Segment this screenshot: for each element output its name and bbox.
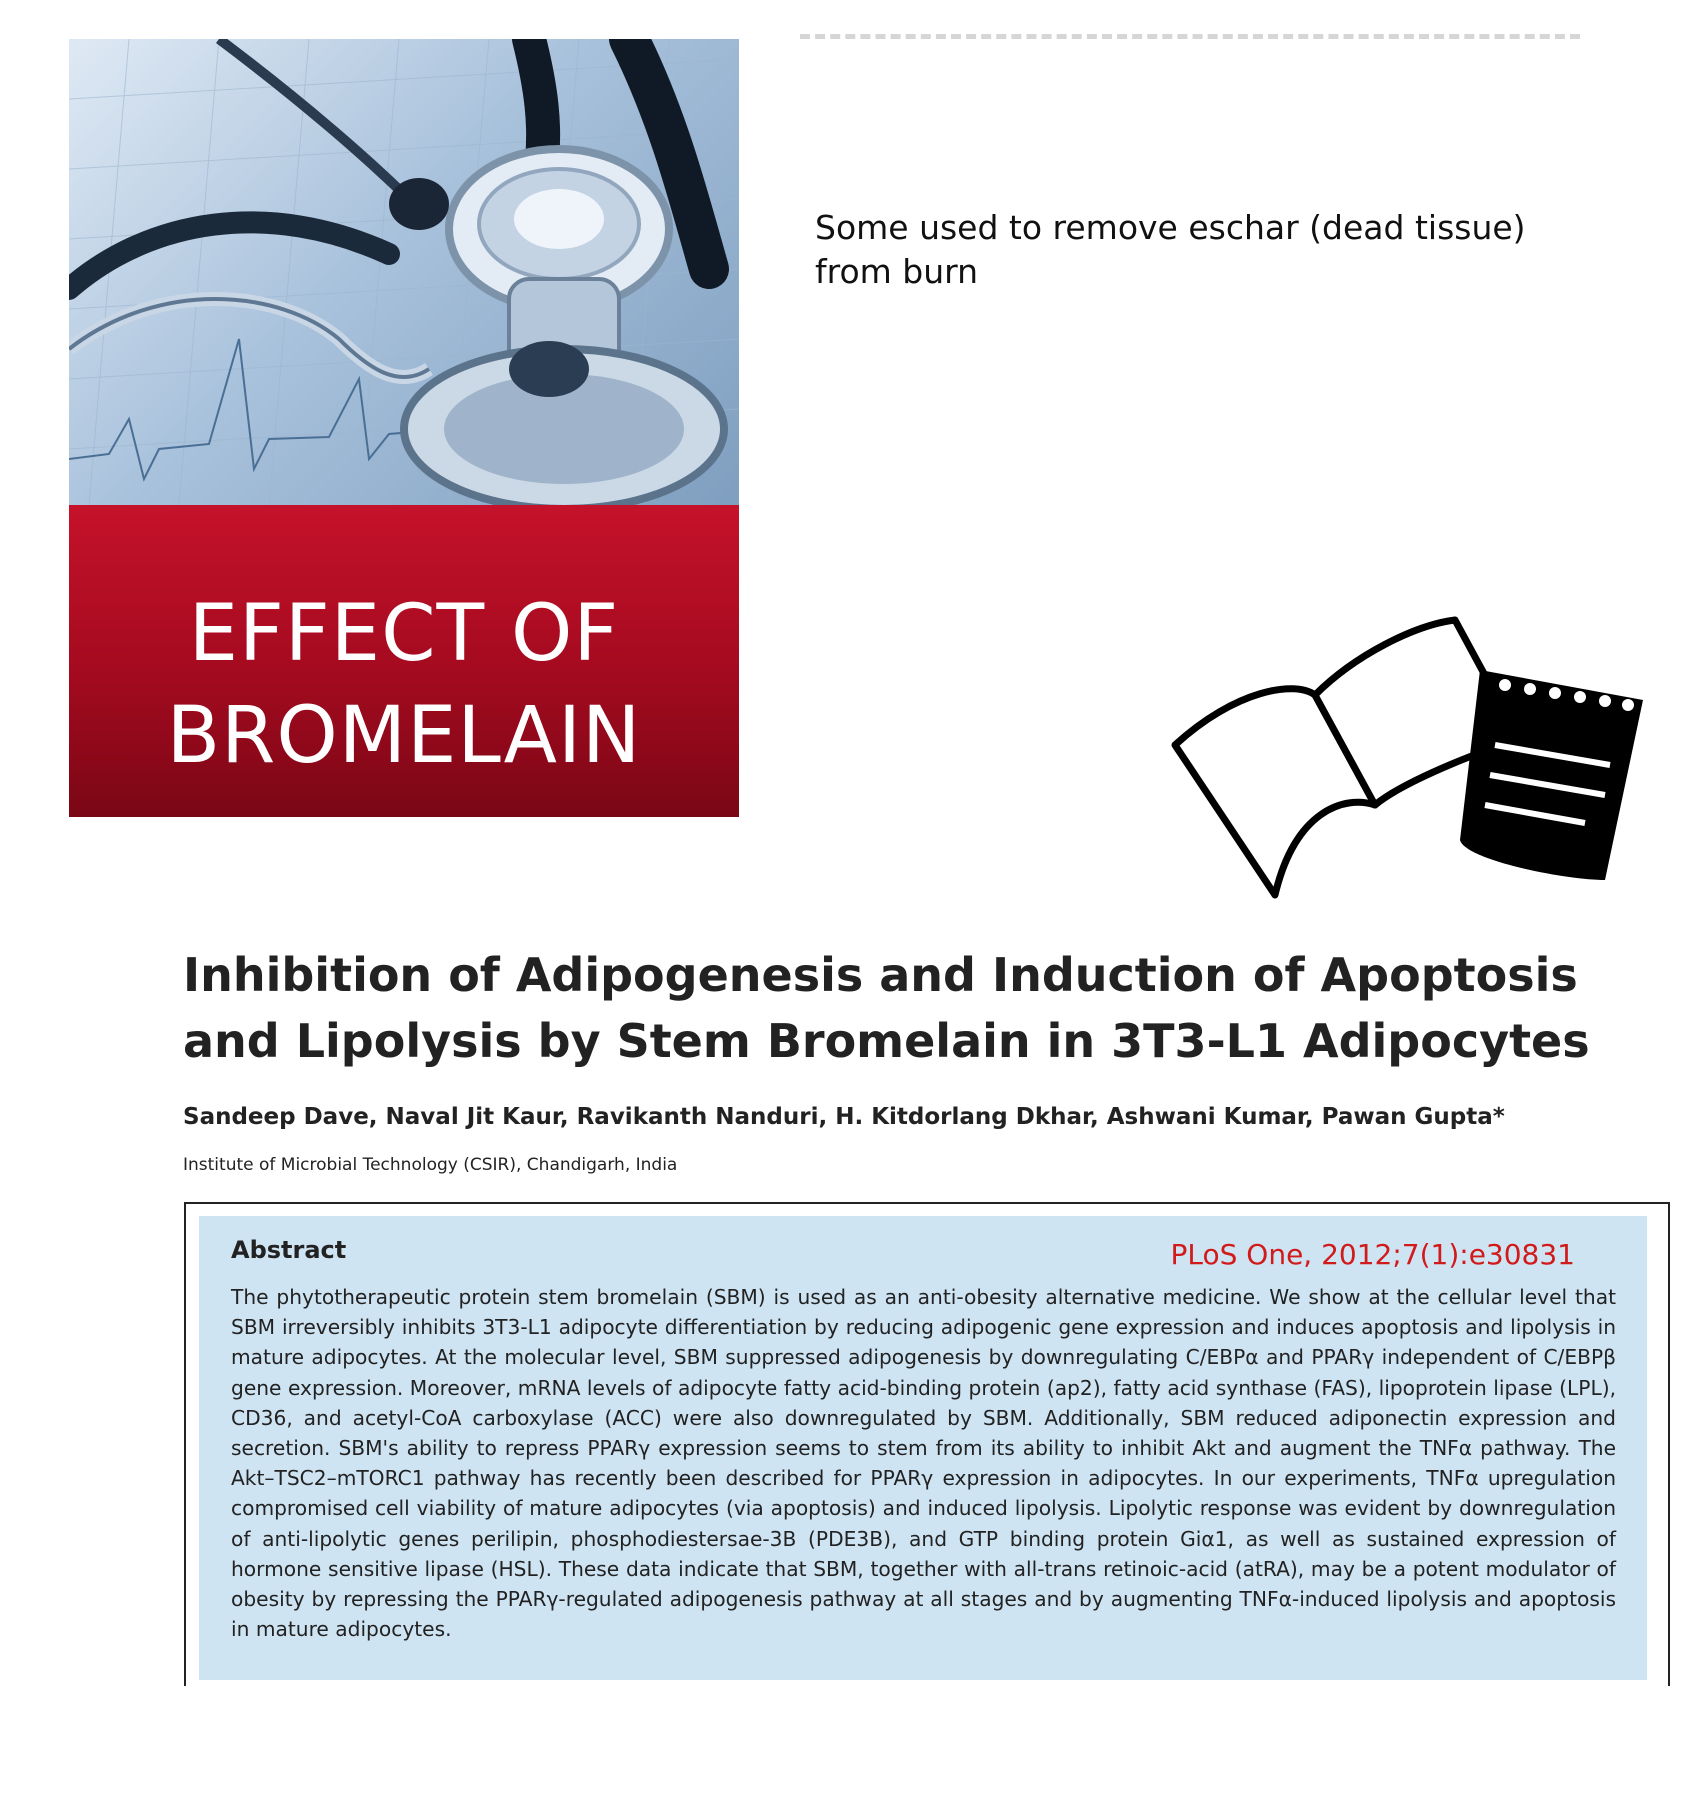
open-book-notepad-icon: [1165, 610, 1655, 900]
paper-authors: Sandeep Dave, Naval Jit Kaur, Ravikanth Nanduri, H. Kitdorlang Dkhar, Ashwani Kumar, Pawan Gupta*: [183, 1104, 1505, 1130]
paper-affiliation: Institute of Microbial Technology (CSIR), Chandigarh, India: [183, 1155, 678, 1175]
abstract-text: The phytotherapeutic protein stem bromelain (SBM) is used as an anti-obesity alternative medicine. We show at the cellular level that SBM irreversibly inhibits 3T3-L1 adipocyte differentiation by reducing adipogenic gene expression and induces apoptosis and lipolysis in mature adipocytes. At the molecular level, SBM suppressed adipogenesis by downregulating C/EBPα and PPARγ independent of C/EBPβ gene expression. Moreover, mRNA levels of adipocyte fatty acid-binding protein (ap2), fatty acid synthase (FAS), lipoprotein lipase (LPL), CD36, and acetyl-CoA carboxylase (ACC) were also downregulated by SBM. Additionally, SBM reduced adiponectin expression and secretion. SBM's ability to repress PPARγ expression seems to stem from its ability to inhibit Akt and augment the TNFα pathway. The Akt–TSC2–mTORC1 pathway has recently been described for PPARγ expression in adipocytes. In our experiments, TNFα upregulation compromised cell viability of mature adipocytes (via apoptosis) and induced lipolysis. Lipolytic response was evident by downregulation of anti-lipolytic genes perilipin, phosphodiestersae-3B (PDE3B), and GTP binding protein Giα1, as well as sustained expression of hormone sensitive lipase (HSL). These data indicate that SBM, together with all-trans retinoic-acid (atRA), may be a potent modulator of obesity by repressing the PPARγ-regulated adipogenesis pathway at all stages and by augmenting TNFα-induced lipolysis and apoptosis in mature adipocytes.: [231, 1285, 1616, 1642]
notepad-icon: [1460, 670, 1643, 880]
dashed-divider: [800, 34, 1580, 39]
stethoscope-photo: [69, 39, 739, 505]
citation: PLoS One, 2012;7(1):e30831: [1170, 1238, 1575, 1271]
paper-title: Inhibition of Adipogenesis and Induction of Apoptosis and Lipolysis by Stem Bromelain in 3T3-L1 Adipocytes: [183, 948, 1590, 1068]
title-banner: [69, 505, 739, 817]
slide-note: Some used to remove eschar (dead tissue) from burn: [815, 208, 1526, 291]
abstract-heading: Abstract: [231, 1236, 347, 1264]
stethoscope-illustration: [69, 39, 739, 505]
slide-title: EFFECT OF BROMELAIN: [166, 589, 642, 781]
abstract-box: [199, 1216, 1647, 1680]
